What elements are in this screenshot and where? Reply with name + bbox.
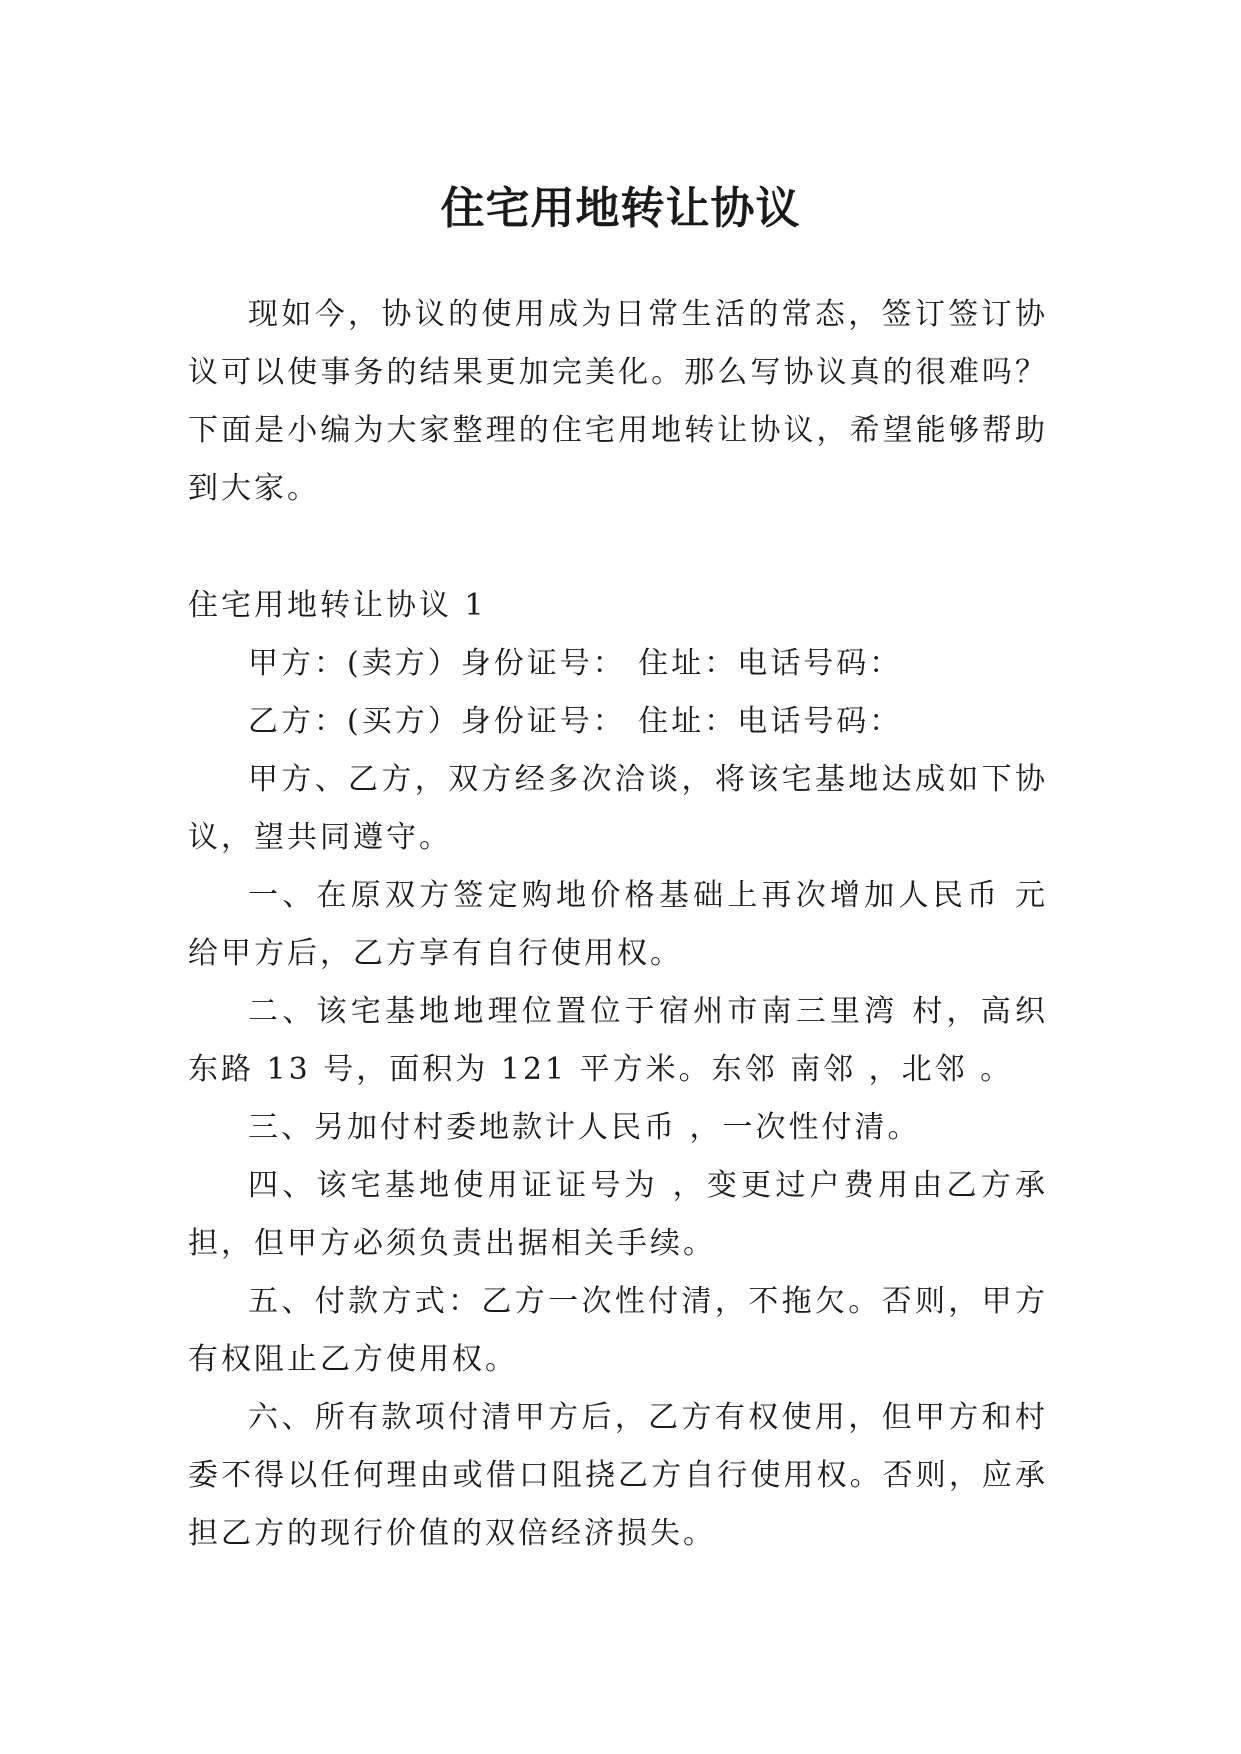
document-title: 住宅用地转让协议 (440, 183, 801, 235)
clause-paragraph: 二、该宅基地地理位置位于宿州市南三里湾 村，高织东路 13 号，面积为 121 平方米。东邻 南邻 ，北邻 。 (188, 994, 1048, 1087)
agreement-subtitle: 住宅用地转让协议 1 (188, 588, 487, 623)
clause-paragraph: 六、所有款项付清甲方后，乙方有权使用，但甲方和村委不得以任何理由或借口阻挠乙方自行使用权。否则，应承担乙方的现行价值的双倍经济损失。 (188, 1400, 1048, 1551)
preamble-paragraph: 甲方、乙方，双方经多次洽谈，将该宅基地达成如下协议，望共同遵守。 (188, 762, 1048, 855)
clause-paragraph: 四、该宅基地使用证证号为 ，变更过户费用由乙方承担，但甲方必须负责出据相关手续。 (188, 1168, 1048, 1261)
clause-paragraph: 三、另加付村委地款计人民币 ，一次性付清。 (248, 1110, 921, 1145)
clause-paragraph: 五、付款方式：乙方一次性付清，不拖欠。否则，甲方有权阻止乙方使用权。 (188, 1284, 1048, 1377)
party-a-line: 甲方：(卖方）身份证号： 住址：电话号码： (248, 646, 903, 681)
party-b-line: 乙方：(买方）身份证号： 住址：电话号码： (248, 704, 903, 739)
intro-paragraph: 现如今，协议的使用成为日常生活的常态，签订签订协议可以使事务的结果更加完美化。那么写协议真的很难吗？下面是小编为大家整理的住宅用地转让协议，希望能够帮助到大家。 (188, 297, 1048, 506)
clause-paragraph: 一、在原双方签定购地价格基础上再次增加人民币 元给甲方后，乙方享有自行使用权。 (188, 878, 1048, 971)
